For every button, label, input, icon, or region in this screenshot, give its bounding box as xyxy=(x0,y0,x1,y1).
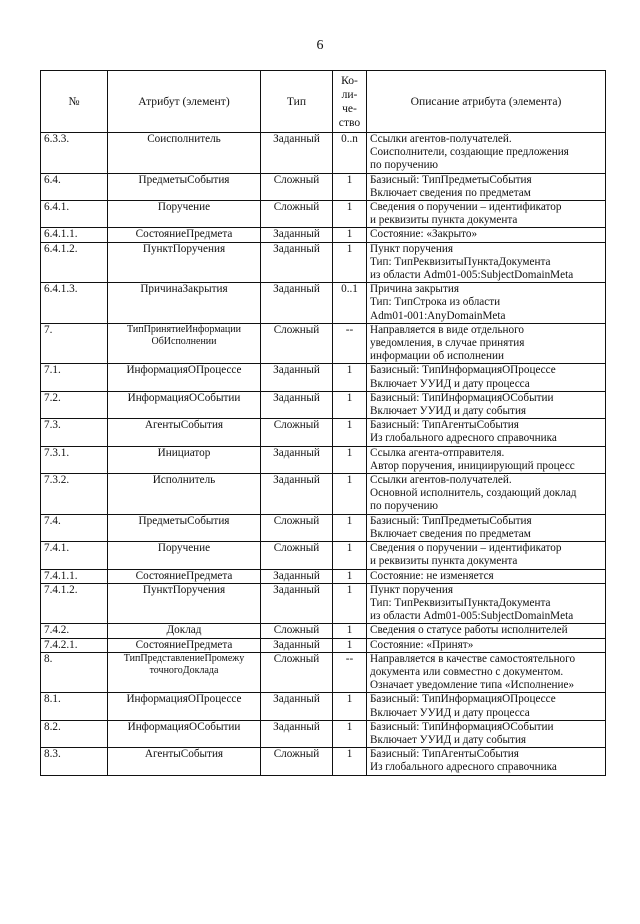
row-description: Состояние: «Закрыто» xyxy=(367,228,606,242)
row-type: Заданный xyxy=(261,133,333,174)
row-number: 6.4.1.1. xyxy=(41,228,108,242)
row-number: 7.4.1.2. xyxy=(41,583,108,624)
row-type: Заданный xyxy=(261,638,333,652)
header-type: Тип xyxy=(261,71,333,133)
row-number: 7. xyxy=(41,323,108,364)
table-row xyxy=(41,228,606,242)
row-number: 7.1. xyxy=(41,364,108,391)
row-description: Базисный: ТипИнформацияОПроцессе Включает УУИД и дату процесса xyxy=(367,364,606,391)
row-description: Состояние: не изменяется xyxy=(367,569,606,583)
table-row xyxy=(41,364,606,391)
row-type: Сложный xyxy=(261,323,333,364)
table-row xyxy=(41,323,606,364)
row-type: Сложный xyxy=(261,748,333,775)
row-number: 7.3.2. xyxy=(41,474,108,515)
row-quantity: 1 xyxy=(333,474,367,515)
row-attribute: ПунктПоручения xyxy=(108,242,261,283)
table-row xyxy=(41,391,606,418)
table-row xyxy=(41,419,606,446)
table-row xyxy=(41,474,606,515)
row-number: 7.3.1. xyxy=(41,446,108,473)
row-number: 7.4.2. xyxy=(41,624,108,638)
table-row xyxy=(41,283,606,324)
row-quantity: 1 xyxy=(333,720,367,747)
row-attribute: ПредметыСобытия xyxy=(108,514,261,541)
row-number: 8.2. xyxy=(41,720,108,747)
row-number: 7.4. xyxy=(41,514,108,541)
row-type: Сложный xyxy=(261,201,333,228)
row-quantity: 1 xyxy=(333,242,367,283)
row-type: Сложный xyxy=(261,419,333,446)
row-number: 7.4.1. xyxy=(41,542,108,569)
row-number: 8.1. xyxy=(41,693,108,720)
row-description: Причина закрытия Тип: ТипСтрока из области Adm01-001:AnyDomainMeta xyxy=(367,283,606,324)
row-number: 6.4. xyxy=(41,173,108,200)
row-attribute: ПричинаЗакрытия xyxy=(108,283,261,324)
row-number: 7.4.2.1. xyxy=(41,638,108,652)
row-number: 8. xyxy=(41,652,108,693)
row-attribute: АгентыСобытия xyxy=(108,748,261,775)
row-number: 6.3.3. xyxy=(41,133,108,174)
row-description: Сведения о статусе работы исполнителей xyxy=(367,624,606,638)
row-type: Заданный xyxy=(261,364,333,391)
table-row xyxy=(41,624,606,638)
row-attribute: ИнформацияОСобытии xyxy=(108,391,261,418)
row-type: Сложный xyxy=(261,173,333,200)
row-type: Сложный xyxy=(261,624,333,638)
table-row xyxy=(41,652,606,693)
row-type: Заданный xyxy=(261,720,333,747)
page-number: 6 xyxy=(316,38,324,53)
row-attribute: ИнформацияОПроцессе xyxy=(108,364,261,391)
table-row xyxy=(41,542,606,569)
row-type: Сложный xyxy=(261,542,333,569)
row-number: 6.4.1.2. xyxy=(41,242,108,283)
table-header xyxy=(41,71,606,133)
table-row xyxy=(41,720,606,747)
row-description: Базисный: ТипАгентыСобытия Из глобального адресного справочника xyxy=(367,748,606,775)
table-row xyxy=(41,514,606,541)
row-quantity: 1 xyxy=(333,583,367,624)
table-row xyxy=(41,446,606,473)
row-quantity: 1 xyxy=(333,624,367,638)
row-attribute: СостояниеПредмета xyxy=(108,638,261,652)
row-attribute: ИнформацияОПроцессе xyxy=(108,693,261,720)
row-description: Базисный: ТипПредметыСобытия Включает сведения по предметам xyxy=(367,173,606,200)
row-description: Базисный: ТипАгентыСобытия Из глобального адресного справочника xyxy=(367,419,606,446)
row-description: Базисный: ТипИнформацияОСобытии Включает УУИД и дату события xyxy=(367,720,606,747)
row-number: 7.2. xyxy=(41,391,108,418)
row-quantity: -- xyxy=(333,652,367,693)
header-quantity: Ко- ли- че- ство xyxy=(333,71,367,133)
table-row xyxy=(41,173,606,200)
row-number: 6.4.1.3. xyxy=(41,283,108,324)
row-description: Базисный: ТипИнформацияОПроцессе Включает УУИД и дату процесса xyxy=(367,693,606,720)
row-description: Ссылка агента-отправителя. Автор поручения, инициирующий процесс xyxy=(367,446,606,473)
row-type: Заданный xyxy=(261,693,333,720)
table-row xyxy=(41,201,606,228)
row-description: Ссылки агентов-получателей. Основной исполнитель, создающий доклад по поручению xyxy=(367,474,606,515)
row-quantity: 1 xyxy=(333,228,367,242)
row-quantity: 1 xyxy=(333,748,367,775)
row-quantity: 1 xyxy=(333,569,367,583)
row-type: Сложный xyxy=(261,514,333,541)
row-attribute: Инициатор xyxy=(108,446,261,473)
row-type: Заданный xyxy=(261,242,333,283)
row-type: Заданный xyxy=(261,583,333,624)
row-quantity: 1 xyxy=(333,419,367,446)
row-description: Базисный: ТипИнформацияОСобытии Включает УУИД и дату события xyxy=(367,391,606,418)
row-quantity: 1 xyxy=(333,391,367,418)
row-quantity: 1 xyxy=(333,364,367,391)
row-number: 7.3. xyxy=(41,419,108,446)
row-number: 6.4.1. xyxy=(41,201,108,228)
header-attribute: Атрибут (элемент) xyxy=(108,71,261,133)
table-body xyxy=(41,133,606,776)
row-attribute: Поручение xyxy=(108,201,261,228)
table-row xyxy=(41,569,606,583)
row-description: Сведения о поручении – идентификатор и реквизиты пункта документа xyxy=(367,542,606,569)
row-description: Ссылки агентов-получателей. Соисполнители, создающие предложения по поручению xyxy=(367,133,606,174)
row-attribute: ТипПредставлениеПромежу точногоДоклада xyxy=(108,652,261,693)
row-quantity: 0..1 xyxy=(333,283,367,324)
table-row xyxy=(41,638,606,652)
header-description: Описание атрибута (элемента) xyxy=(367,71,606,133)
row-number: 7.4.1.1. xyxy=(41,569,108,583)
row-type: Заданный xyxy=(261,446,333,473)
row-number: 8.3. xyxy=(41,748,108,775)
row-type: Заданный xyxy=(261,283,333,324)
row-description: Направляется в качестве самостоятельного документа или совместно с документом. Означает уведомление типа «Исполнение» xyxy=(367,652,606,693)
row-quantity: 1 xyxy=(333,173,367,200)
row-attribute: Исполнитель xyxy=(108,474,261,515)
row-attribute: СостояниеПредмета xyxy=(108,569,261,583)
row-attribute: ИнформацияОСобытии xyxy=(108,720,261,747)
row-type: Сложный xyxy=(261,652,333,693)
row-quantity: 1 xyxy=(333,446,367,473)
row-description: Направляется в виде отдельного уведомления, в случае принятия информации об исполнении xyxy=(367,323,606,364)
row-quantity: 1 xyxy=(333,693,367,720)
row-quantity: 1 xyxy=(333,201,367,228)
table-row xyxy=(41,583,606,624)
row-quantity: 0..n xyxy=(333,133,367,174)
row-attribute: СостояниеПредмета xyxy=(108,228,261,242)
row-attribute: ПредметыСобытия xyxy=(108,173,261,200)
row-type: Заданный xyxy=(261,228,333,242)
row-attribute: ПунктПоручения xyxy=(108,583,261,624)
row-description: Пункт поручения Тип: ТипРеквизитыПунктаДокумента из области Adm01-005:SubjectDomainMeta xyxy=(367,583,606,624)
row-quantity: 1 xyxy=(333,638,367,652)
table-row xyxy=(41,748,606,775)
row-quantity: 1 xyxy=(333,542,367,569)
table-row xyxy=(41,242,606,283)
row-quantity: -- xyxy=(333,323,367,364)
row-description: Сведения о поручении – идентификатор и реквизиты пункта документа xyxy=(367,201,606,228)
table-row xyxy=(41,133,606,174)
table-row xyxy=(41,693,606,720)
row-attribute: АгентыСобытия xyxy=(108,419,261,446)
row-type: Заданный xyxy=(261,391,333,418)
header-number: № xyxy=(41,71,108,133)
row-description: Пункт поручения Тип: ТипРеквизитыПунктаДокумента из области Adm01-005:SubjectDomainMeta xyxy=(367,242,606,283)
attribute-table xyxy=(40,70,606,776)
row-attribute: ТипПринятиеИнформации ОбИсполнении xyxy=(108,323,261,364)
row-description: Состояние: «Принят» xyxy=(367,638,606,652)
row-type: Заданный xyxy=(261,474,333,515)
row-quantity: 1 xyxy=(333,514,367,541)
row-description: Базисный: ТипПредметыСобытия Включает сведения по предметам xyxy=(367,514,606,541)
row-attribute: Соисполнитель xyxy=(108,133,261,174)
row-attribute: Поручение xyxy=(108,542,261,569)
row-type: Заданный xyxy=(261,569,333,583)
row-attribute: Доклад xyxy=(108,624,261,638)
